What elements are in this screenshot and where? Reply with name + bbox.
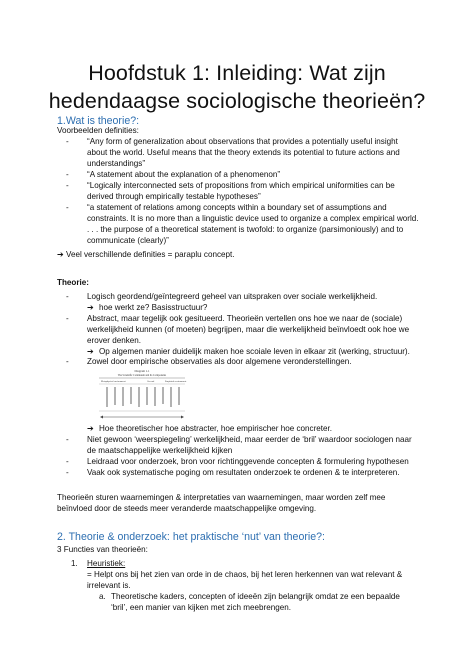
definition-1-line-1: “Any form of generalization about observations that provides a potentially useful insight (87, 137, 398, 146)
sub-a-line-2: ‘bril’, een manier van kijken met zich meebrengen. (111, 603, 291, 612)
diagram-subcaption: The Scientific Continuum and Its Components (117, 374, 167, 377)
definition-4-line-1: “a statement of relations among concepts within a boundary set of assumptions and (87, 203, 387, 212)
sub-a-line-1: Theoretische kaders, concepten of ideeën zijn belangrijk omdat ze een bepaalde (111, 592, 400, 601)
definition-3-line-1: “Logically interconnected sets of propositions from which empirical uniformities can be (87, 181, 395, 190)
theorie-item-1-sub: hoe werkt ze? Basisstructuur? (99, 303, 208, 312)
paragraph-line-1: Theorieën sturen waarnemingen & interpretaties van waarnemingen, maar worden zelf mee (57, 493, 386, 502)
theorie-item-3-line-1: Zowel door empirische observaties als door algemene veronderstellingen. (87, 357, 352, 366)
arrow-icon: ➔ (87, 424, 94, 433)
definition-3-line-2: derived through empirically testable hypotheses” (87, 192, 261, 201)
theorie-item-2-line-1: Abstract, maar tegelijk ook gesitueerd. Theorieën vertellen ons hoe we naar de (sociale) (87, 314, 403, 323)
theorie-item-5-line-1: Leidraad voor onderzoek, bron voor richtinggevende concepten & formulering hypothesen (87, 457, 409, 466)
definition-4-line-2: constraints. It is no more than a linguistic device used to organize a complex empirical world. (87, 214, 419, 223)
figure-caption: Hoe theoretischer hoe abstracter, hoe empirischer hoe concreter. (99, 424, 333, 433)
definition-1-line-2: about the world. Useful means that the theory extends its potential to future actions and (87, 148, 400, 157)
definition-4-line-4: communicate (clearly)” (87, 236, 169, 245)
diagram-col-right: Empirical environment (165, 381, 187, 383)
dash-marker: - (66, 357, 69, 366)
theorie-item-2-line-2: werkelijkheid kunnen (of moeten) begrijpen, maar die werkelijkheid beïnvloedt ook hoe we (87, 325, 410, 334)
dash-marker: - (66, 314, 69, 323)
page-title-line-1: Hoofdstuk 1: Inleiding: Wat zijn (88, 61, 386, 85)
heuristiek-line-1: = Helpt ons bij het zien van orde in de chaos, bij het leren herkennen van wat relevant & (87, 570, 403, 579)
dash-marker: - (66, 181, 69, 190)
heuristiek-line-2: irrelevant is. (87, 581, 131, 590)
dash-marker: - (66, 203, 69, 212)
dash-marker: - (66, 435, 69, 444)
dash-marker: - (66, 292, 69, 301)
list-number: 1. (71, 559, 78, 568)
page-title-line-2: hedendaagse sociologische theorieën? (48, 89, 426, 113)
definitions-intro: Voorbeelden definities: (57, 126, 139, 135)
sub-letter: a. (99, 592, 106, 601)
diagram-caption: Diagram 1.1 (134, 369, 150, 373)
theorie-item-4-line-2: de maatschappelijke werkelijkheid kijken (87, 446, 233, 455)
paragraph-line-2: beïnvloed door de steeds meer veranderde maatschappelijke omgeving. (57, 504, 317, 513)
dash-marker: - (66, 457, 69, 466)
theorie-item-6-line-1: Vaak ook systematische poging om resultaten onderzoek te ordenen & te interpreteren. (87, 468, 400, 477)
definition-4-line-3: . . . the purpose of a theoretical statement is twofold: to organize (parsimoniously) and to (87, 225, 404, 234)
definitions-summary: Veel verschillende definities = paraplu concept. (66, 250, 235, 259)
section-2-heading: 2. Theorie & onderzoek: het praktische ‘nut’ van theorie?: (57, 531, 325, 543)
diagram-col-mid: General (147, 381, 155, 383)
definition-1-line-3: understandings” (87, 159, 146, 168)
theorie-item-1-line-1: Logisch geordend/geïntegreerd geheel van uitspraken over sociale werkelijkheid. (87, 292, 378, 301)
theorie-heading: Theorie: (57, 278, 89, 287)
dash-marker: - (66, 137, 69, 146)
functions-intro: 3 Functies van theorieën: (57, 545, 148, 554)
arrow-icon: ➔ (87, 303, 94, 312)
section-1-heading: 1.Wat is theorie?: (57, 115, 140, 127)
dash-marker: - (66, 170, 69, 179)
dash-marker: - (66, 468, 69, 477)
definition-2-line-1: “A statement about the explanation of a phenomenon” (87, 170, 281, 179)
arrow-icon: ➔ (57, 250, 64, 259)
theorie-item-4-line-1: Niet gewoon ‘weerspiegeling’ werkelijkheid, maar eerder de ‘bril’ waardoor sociologen naar (87, 435, 412, 444)
theorie-item-2-sub: Op algemen manier duidelijk maken hoe scoiale leven in elkaar zit (werking, structuur). (99, 347, 410, 356)
heuristiek-label: Heuristiek: (87, 559, 126, 568)
theorie-item-2-line-3: erover denken. (87, 336, 141, 345)
arrow-icon: ➔ (87, 347, 94, 356)
scientific-continuum-diagram (95, 367, 189, 422)
diagram-col-left: Metaphysical environment (101, 381, 126, 383)
